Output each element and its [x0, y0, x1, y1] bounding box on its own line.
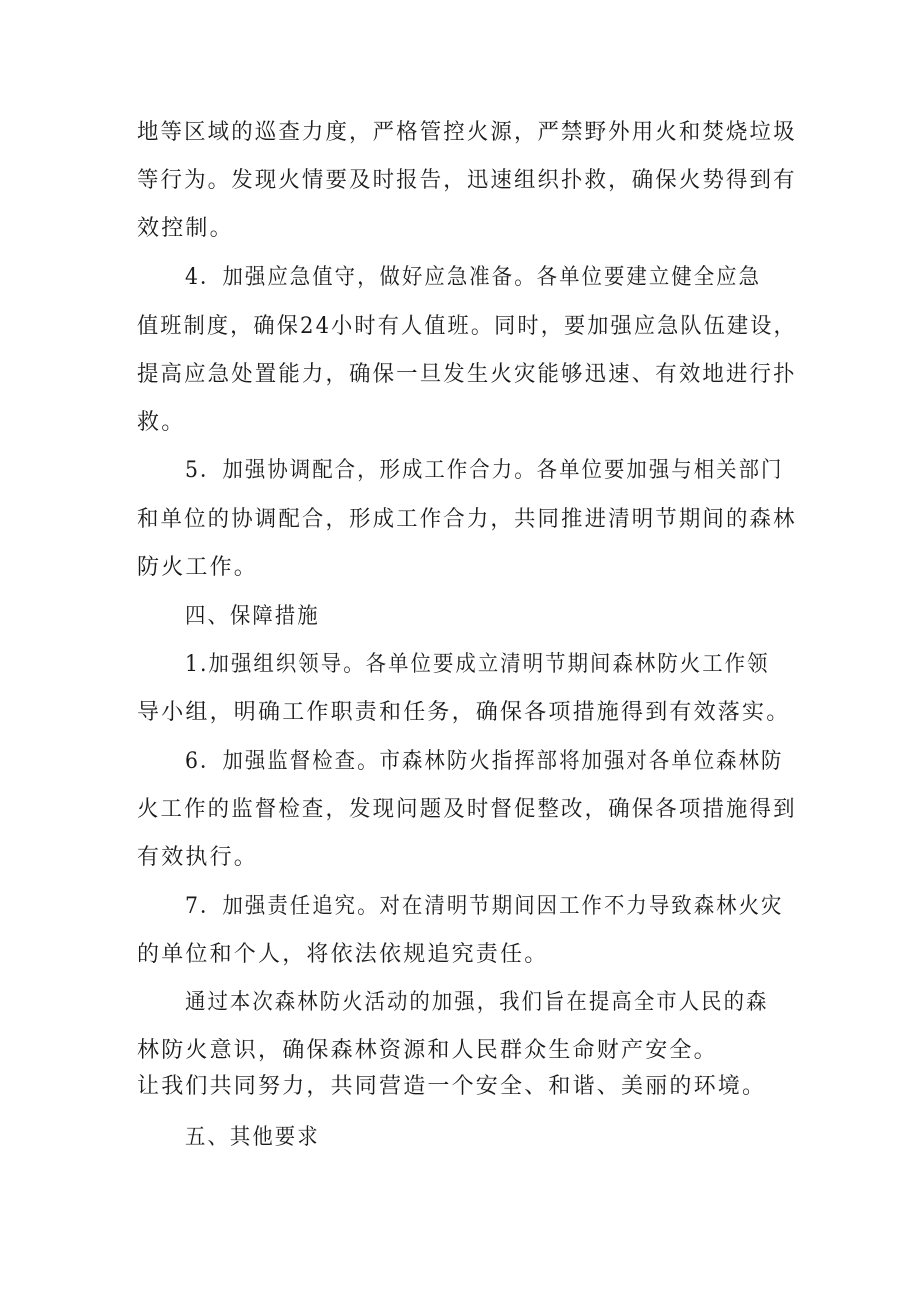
text-line: 火工作的监督检查，发现问题及时督促整改，确保各项措施得到: [137, 797, 797, 822]
text-line: 1.加强组织领导。各单位要成立清明节期间森林防火工作领: [185, 652, 770, 677]
text-line: 地等区域的巡查力度，严格管控火源，严禁野外用火和焚烧垃圾: [137, 120, 797, 145]
text-line: 4．加强应急值守，做好应急准备。各单位要建立健全应急: [185, 265, 762, 290]
text-line: 导小组，明确工作职责和任务，确保各项措施得到有效落实。: [137, 700, 791, 725]
text-line: 值班制度，确保24小时有人值班。同时，要加强应急队伍建设，: [137, 314, 797, 339]
text-line: 防火工作。: [137, 555, 259, 580]
text-line: 通过本次森林防火活动的加强，我们旨在提高全市人民的森: [185, 990, 769, 1015]
text-line: 有效执行。: [137, 845, 259, 870]
text-line: 等行为。发现火情要及时报告，迅速组织扑救，确保火势得到有: [137, 168, 797, 193]
text-line: 救。: [137, 410, 186, 435]
section-heading: 五、其他要求: [185, 1125, 320, 1150]
text-line: 5．加强协调配合，形成工作合力。各单位要加强与相关部门: [185, 458, 784, 483]
text-line: 和单位的协调配合，形成工作合力，共同推进清明节期间的森林: [137, 507, 797, 532]
text-line: 林防火意识，确保森林资源和人民群众生命财产安全。: [137, 1038, 718, 1063]
section-heading: 四、保障措施: [185, 604, 320, 629]
text-line: 效控制。: [137, 216, 234, 241]
text-line: 6．加强监督检查。市森林防火指挥部将加强对各单位森林防: [185, 749, 784, 774]
text-line: 让我们共同努力，共同营造一个安全、和谐、美丽的环境。: [137, 1074, 767, 1099]
text-line: 的单位和个人，将依法依规追究责任。: [137, 942, 549, 967]
text-line: 提高应急处置能力，确保一旦发生火灾能够迅速、有效地进行扑: [137, 362, 797, 387]
text-line: 7．加强责任追究。对在清明节期间因工作不力导致森林火灾: [185, 894, 784, 919]
